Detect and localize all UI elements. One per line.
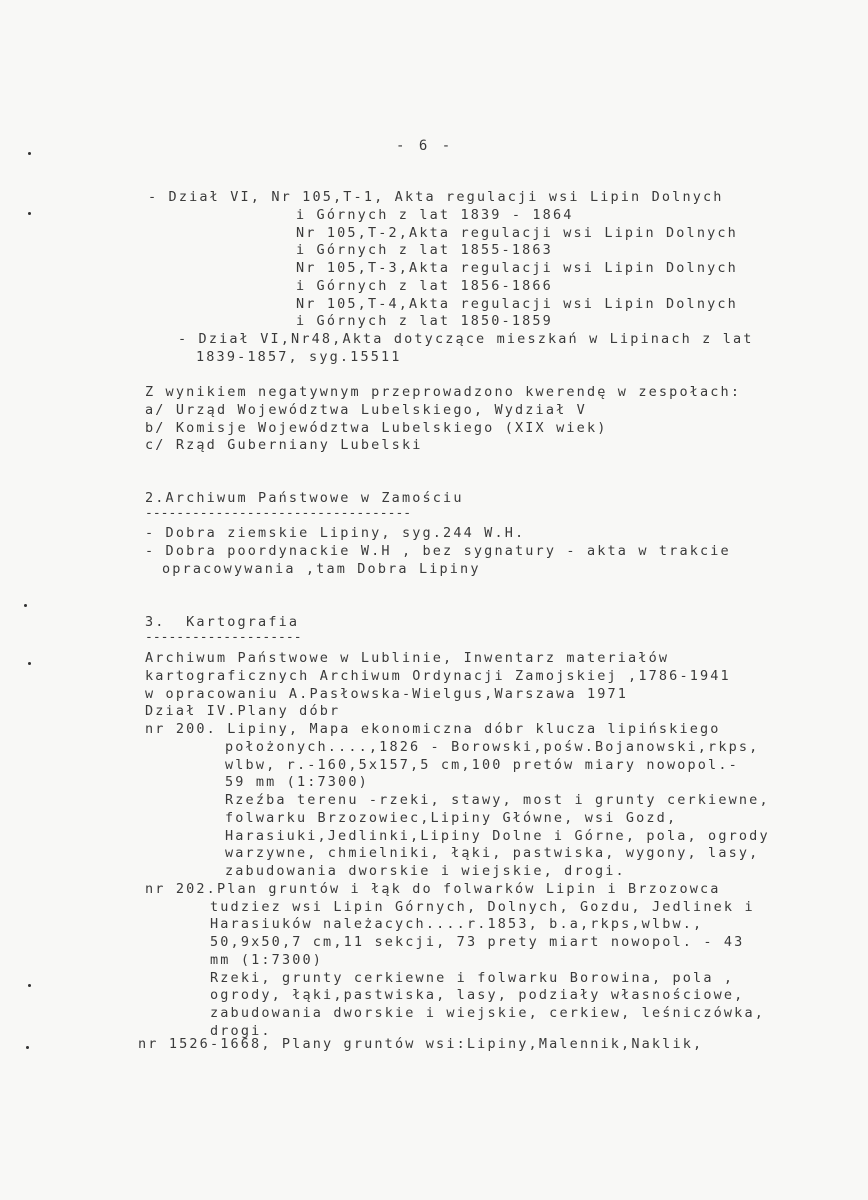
text-line: opracowywania ,tam Dobra Lipiny xyxy=(162,561,481,577)
scan-speck xyxy=(28,152,31,155)
section-heading: 2.Archiwum Państwowe w Zamościu xyxy=(145,490,464,506)
text-line: warzywne, chmielniki, łąki, pastwiska, wygony, lasy, xyxy=(225,845,760,861)
text-line: - Dział VI,Nr48,Akta dotyczące mieszkań w Lipinach z lat xyxy=(178,331,754,347)
text-line: nr 1526-1668, Plany gruntów wsi:Lipiny,Malennik,Naklik, xyxy=(138,1036,704,1052)
text-line: 1839-1857, syg.15511 xyxy=(196,349,402,365)
text-line: i Górnych z lat 1855-1863 xyxy=(296,242,553,258)
text-line: zabudowania dworskie i wiejskie, drogi. xyxy=(225,863,626,879)
text-line: ogrody, łąki,pastwiska, lasy, podziały własnościowe, xyxy=(210,987,745,1003)
text-line: Rzeki, grunty cerkiewne i folwarku Borowina, pola , xyxy=(210,970,735,986)
text-line: - Dział VI, Nr 105,T-1, Akta regulacji wsi Lipin Dolnych xyxy=(148,189,724,205)
scan-speck xyxy=(28,984,31,987)
text-line: i Górnych z lat 1850-1859 xyxy=(296,313,553,329)
text-line: 50,9x50,7 cm,11 sekcji, 73 prety miart nowopol. - 43 xyxy=(210,934,745,950)
text-line: drogi. xyxy=(210,1023,272,1039)
text-line: Dział IV.Plany dóbr xyxy=(145,703,341,719)
scan-speck xyxy=(24,604,27,607)
text-line: w opracowaniu A.Pasłowska-Wielgus,Warszawa 1971 xyxy=(145,686,629,702)
heading-underline: ---------------------------------- xyxy=(145,506,412,521)
text-line: 59 mm (1:7300) xyxy=(225,774,369,790)
scan-speck xyxy=(28,212,31,215)
scan-speck xyxy=(28,662,31,665)
text-line: Nr 105,T-4,Akta regulacji wsi Lipin Dolnych xyxy=(296,296,738,312)
text-line: kartograficznych Archiwum Ordynacji Zamojskiej ,1786-1941 xyxy=(145,668,731,684)
text-line: położonych....,1826 - Borowski,pośw.Bojanowski,rkps, xyxy=(225,739,760,755)
text-line: Nr 105,T-2,Akta regulacji wsi Lipin Dolnych xyxy=(296,225,738,241)
text-line: Archiwum Państwowe w Lublinie, Inwentarz materiałów xyxy=(145,650,670,666)
page-number: - 6 - xyxy=(396,138,454,154)
text-line: folwarku Brzozowiec,Lipiny Główne, wsi Gozd, xyxy=(225,810,678,826)
section-heading: 3. Kartografia xyxy=(145,614,300,630)
text-line: - Dobra poordynackie W.H , bez sygnatury - akta w trakcie xyxy=(145,543,731,559)
text-line: - Dobra ziemskie Lipiny, syg.244 W.H. xyxy=(145,525,526,541)
text-line: Harasiuki,Jedlinki,Lipiny Dolne i Górne, pola, ogrody xyxy=(225,828,770,844)
heading-underline: -------------------- xyxy=(145,630,302,645)
text-line: tudziez wsi Lipin Górnych, Dolnych, Gozdu, Jedlinek i xyxy=(210,899,755,915)
text-line: a/ Urząd Województwa Lubelskiego, Wydział V xyxy=(145,402,587,418)
scan-speck xyxy=(26,1046,29,1049)
text-line: nr 202.Plan gruntów i łąk do folwarków Lipin i Brzozowca xyxy=(145,881,721,897)
text-line: nr 200. Lipiny, Mapa ekonomiczna dóbr klucza lipińskiego xyxy=(145,721,721,737)
text-line: Z wynikiem negatywnym przeprowadzono kwerendę w zespołach: xyxy=(145,384,742,400)
text-line: Nr 105,T-3,Akta regulacji wsi Lipin Dolnych xyxy=(296,260,738,276)
text-line: b/ Komisje Województwa Lubelskiego (XIX wiek) xyxy=(145,420,608,436)
text-line: mm (1:7300) xyxy=(210,952,324,968)
text-line: c/ Rząd Guberniany Lubelski xyxy=(145,437,423,453)
text-line: i Górnych z lat 1856-1866 xyxy=(296,278,553,294)
text-line: i Górnych z lat 1839 - 1864 xyxy=(296,207,574,223)
text-line: Rzeźba terenu -rzeki, stawy, most i grunty cerkiewne, xyxy=(225,792,770,808)
text-line: wlbw, r.-160,5x157,5 cm,100 pretów miary nowopol.- xyxy=(225,757,739,773)
text-line: Harasiuków należacych....r.1853, b.a,rkps,wlbw., xyxy=(210,916,704,932)
text-line: zabudowania dworskie i wiejskie, cerkiew, leśniczówka, xyxy=(210,1005,765,1021)
